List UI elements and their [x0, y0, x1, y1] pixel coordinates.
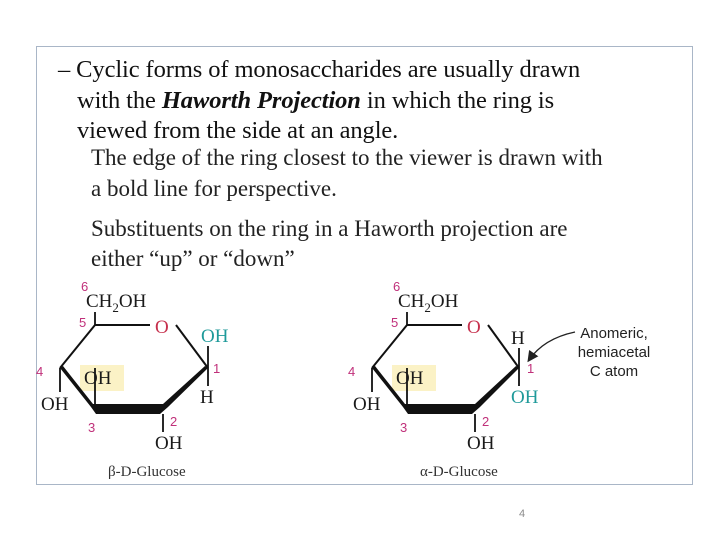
bullet-1-line-2-post: in which the ring is — [360, 87, 555, 114]
beta-c3-up-oh: OH — [84, 368, 112, 389]
alpha-num-1: 1 — [527, 361, 535, 376]
bullet-1-line-1: – Cyclic forms of monosaccharides are usually drawn — [58, 56, 581, 83]
beta-c4-down-oh: OH — [41, 394, 69, 415]
annotation-line-3: C atom — [589, 363, 639, 380]
haworth-projection-term: Haworth Projection — [161, 87, 361, 114]
bullet-1-line-2-pre: with the — [77, 87, 162, 114]
annotation-line-2: hemiacetal — [577, 344, 651, 361]
beta-num-3: 3 — [88, 420, 96, 435]
page-number: 4 — [519, 508, 526, 520]
beta-num-4: 4 — [36, 364, 44, 379]
beta-ring-oxygen: O — [155, 317, 169, 338]
bullet-1-line-3: viewed from the side at an angle. — [77, 117, 399, 144]
beta-num-6: 6 — [81, 279, 89, 294]
beta-num-1: 1 — [213, 361, 221, 376]
beta-ring-bonds — [60, 325, 208, 368]
alpha-c2-down-oh: OH — [467, 433, 495, 454]
alpha-c3-up-oh: OH — [396, 368, 424, 389]
anomeric-arrow — [529, 332, 575, 360]
bullet-2-line-1: The edge of the ring closest to the viewer is drawn with — [91, 145, 603, 170]
alpha-c4-down-oh: OH — [353, 394, 381, 415]
alpha-num-2: 2 — [482, 414, 490, 429]
alpha-num-3: 3 — [400, 420, 408, 435]
alpha-name-label: α-D-Glucose — [420, 464, 498, 480]
beta-name-label: β-D-Glucose — [108, 464, 186, 480]
beta-num-5: 5 — [79, 315, 87, 330]
bullet-3-line-1: Substituents on the ring in a Haworth projection are — [91, 216, 568, 241]
alpha-ring-bonds — [372, 325, 519, 368]
alpha-num-4: 4 — [348, 364, 356, 379]
alpha-num-6: 6 — [393, 279, 401, 294]
beta-c1-up-oh: OH — [201, 326, 229, 347]
beta-c2-down-oh: OH — [155, 433, 183, 454]
alpha-c1-up-h: H — [511, 328, 525, 349]
beta-ch2oh: $CH_2OH$ — [86, 291, 147, 315]
alpha-c1-down-oh: OH — [511, 387, 539, 408]
alpha-ring-oxygen: O — [467, 317, 481, 338]
bullet-2-line-2: a bold line for perspective. — [91, 176, 337, 201]
bullet-3-line-2: either “up” or “down” — [91, 246, 295, 271]
beta-d-glucose — [36, 279, 229, 480]
beta-num-2: 2 — [170, 414, 178, 429]
annotation-line-1: Anomeric, — [580, 325, 648, 342]
alpha-ch2oh: $CH_2OH$ — [398, 291, 459, 315]
beta-c1-down-h: H — [200, 387, 214, 408]
alpha-num-5: 5 — [391, 315, 399, 330]
alpha-d-glucose — [348, 279, 650, 480]
